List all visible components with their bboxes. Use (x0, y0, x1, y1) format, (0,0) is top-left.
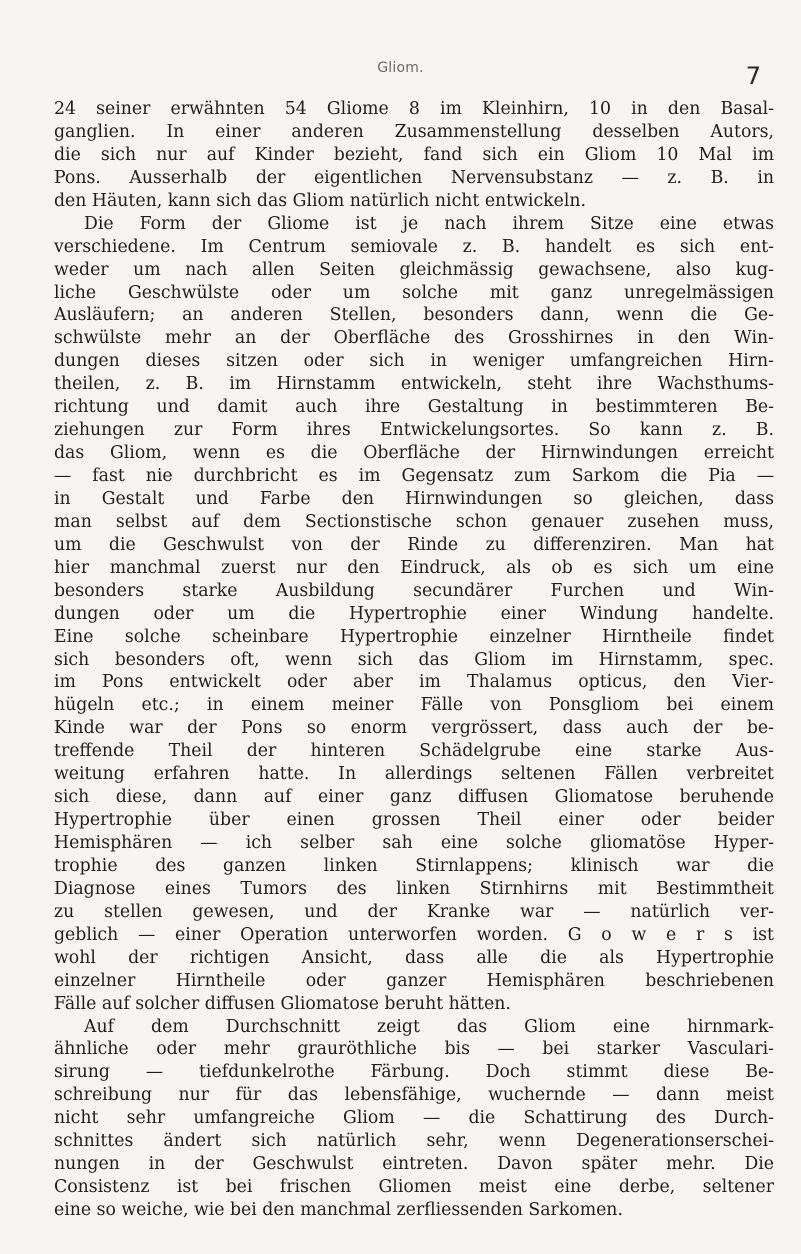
text-line: nungen in der Geschwulst eintreten. Davon später mehr. Die (54, 1154, 774, 1175)
text-line: hügeln etc.; in einem meiner Fälle von Ponsgliom bei einem (54, 695, 774, 716)
text-line: Pons. Ausserhalb der eigentlichen Nervensubstanz — z. B. in (54, 167, 774, 188)
text-line: man selbst auf dem Sectionstische schon genauer zusehen muss, (54, 511, 774, 532)
text-line: das Gliom, wenn es die Oberfläche der Hirnwindungen erreicht (54, 443, 774, 464)
text-line: Ausläufern; an anderen Stellen, besonders dann, wenn die Ge- (54, 305, 774, 326)
text-line: Consistenz ist bei frischen Gliomen meist eine derbe, seltener (54, 1177, 774, 1198)
text-line: ganglien. In einer anderen Zusammenstellung desselben Autors, (54, 121, 774, 142)
text-line: die sich nur auf Kinder bezieht, fand sich ein Gliom 10 Mal im (54, 144, 774, 165)
text-line: 24 seiner erwähnten 54 Gliome 8 im Kleinhirn, 10 in den Basal- (54, 99, 774, 119)
text-line: dungen dieses sitzen oder sich in weniger umfangreichen Hirn- (54, 351, 774, 372)
text-line: um die Geschwulst von der Rinde zu differenziren. Man hat (54, 534, 774, 555)
text-line: liche Geschwülste oder um solche mit ganz unregelmässigen (54, 282, 774, 303)
text-line: sirung — tiefdunkelrothe Färbung. Doch stimmt diese Be- (54, 1062, 774, 1083)
text-line: weder um nach allen Seiten gleichmässig gewachsene, also kug- (54, 259, 774, 280)
text-line: — fast nie durchbricht es im Gegensatz zum Sarkom die Pia — (54, 466, 774, 486)
text-line: schnittes ändert sich natürlich sehr, wenn Degenerationserschei- (54, 1131, 774, 1152)
text-line: treffende Theil der hinteren Schädelgrube eine starke Aus- (54, 741, 774, 762)
text-line: Hypertrophie über einen grossen Theil einer oder beider (54, 810, 774, 831)
text-line: schreibung nur für das lebensfähige, wuchernde — dann meist (54, 1085, 774, 1106)
text-line: einzelner Hirntheile oder ganzer Hemisphären beschriebenen (54, 970, 774, 991)
body-text (54, 98, 774, 1222)
text-line: Kinde war der Pons so enorm vergrössert, dass auch der be- (54, 718, 774, 739)
text-line: richtung und damit auch ihre Gestaltung in bestimmteren Be- (54, 397, 774, 418)
text-line: sich besonders oft, wenn sich das Gliom im Hirnstamm, spec. (54, 649, 774, 670)
text-line: ziehungen zur Form ihres Entwickelungsortes. So kann z. B. (54, 420, 774, 441)
text-line: ähnliche oder mehr grauröthliche bis — bei starker Vasculari- (54, 1039, 774, 1060)
text-line: zu stellen gewesen, und der Kranke war — natürlich ver- (54, 901, 774, 922)
text-line: eine so weiche, wie bei den manchmal zerfliessenden Sarkomen. (54, 1200, 623, 1220)
text-line: Diagnose eines Tumors des linken Stirnhirns mit Bestimmtheit (54, 878, 774, 899)
text-line: im Pons entwickelt oder aber im Thalamus opticus, den Vier- (54, 672, 774, 693)
text-line: hier manchmal zuerst nur den Eindruck, als ob es sich um eine (54, 557, 774, 578)
text-line: wohl der richtigen Ansicht, dass alle die als Hypertrophie (54, 947, 774, 968)
text-line: in Gestalt und Farbe den Hirnwindungen so gleichen, dass (54, 488, 774, 509)
text-line: nicht sehr umfangreiche Gliom — die Schattirung des Durch- (54, 1108, 774, 1129)
text-line: trophie des ganzen linken Stirnlappens; klinisch war die (54, 855, 774, 876)
running-title: Gliom. (377, 60, 424, 76)
text-line: Auf dem Durchschnitt zeigt das Gliom eine hirnmark- (84, 1016, 774, 1037)
text-line: besonders starke Ausbildung secundärer Furchen und Win- (54, 580, 774, 601)
text-line: Eine solche scheinbare Hypertrophie einzelner Hirntheile findet (54, 626, 774, 647)
text-line: Die Form der Gliome ist je nach ihrem Sitze eine etwas (84, 213, 774, 234)
text-line: weitung erfahren hatte. In allerdings seltenen Fällen verbreitet (54, 764, 774, 785)
text-line: sich diese, dann auf einer ganz diffusen Gliomatose beruhende (54, 787, 774, 808)
text-line: den Häuten, kann sich das Gliom natürlich nicht entwickeln. (54, 190, 586, 211)
text-line: schwülste mehr an der Oberfläche des Grosshirnes in den Win- (54, 328, 774, 349)
page-number: 7 (745, 62, 761, 90)
text-line: verschiedene. Im Centrum semiovale z. B. handelt es sich ent- (54, 236, 774, 257)
text-line: Fälle auf solcher diffusen Gliomatose beruht hätten. (54, 993, 511, 1014)
text-line: Hemisphären — ich selber sah eine solche gliomatöse Hyper- (54, 833, 774, 853)
text-line: theilen, z. B. im Hirnstamm entwickeln, steht ihre Wachsthums- (54, 374, 774, 395)
text-line: geblich — einer Operation unterworfen worden. G o w e r s ist (54, 924, 774, 945)
text-line: dungen oder um die Hypertrophie einer Windung handelte. (54, 603, 774, 624)
